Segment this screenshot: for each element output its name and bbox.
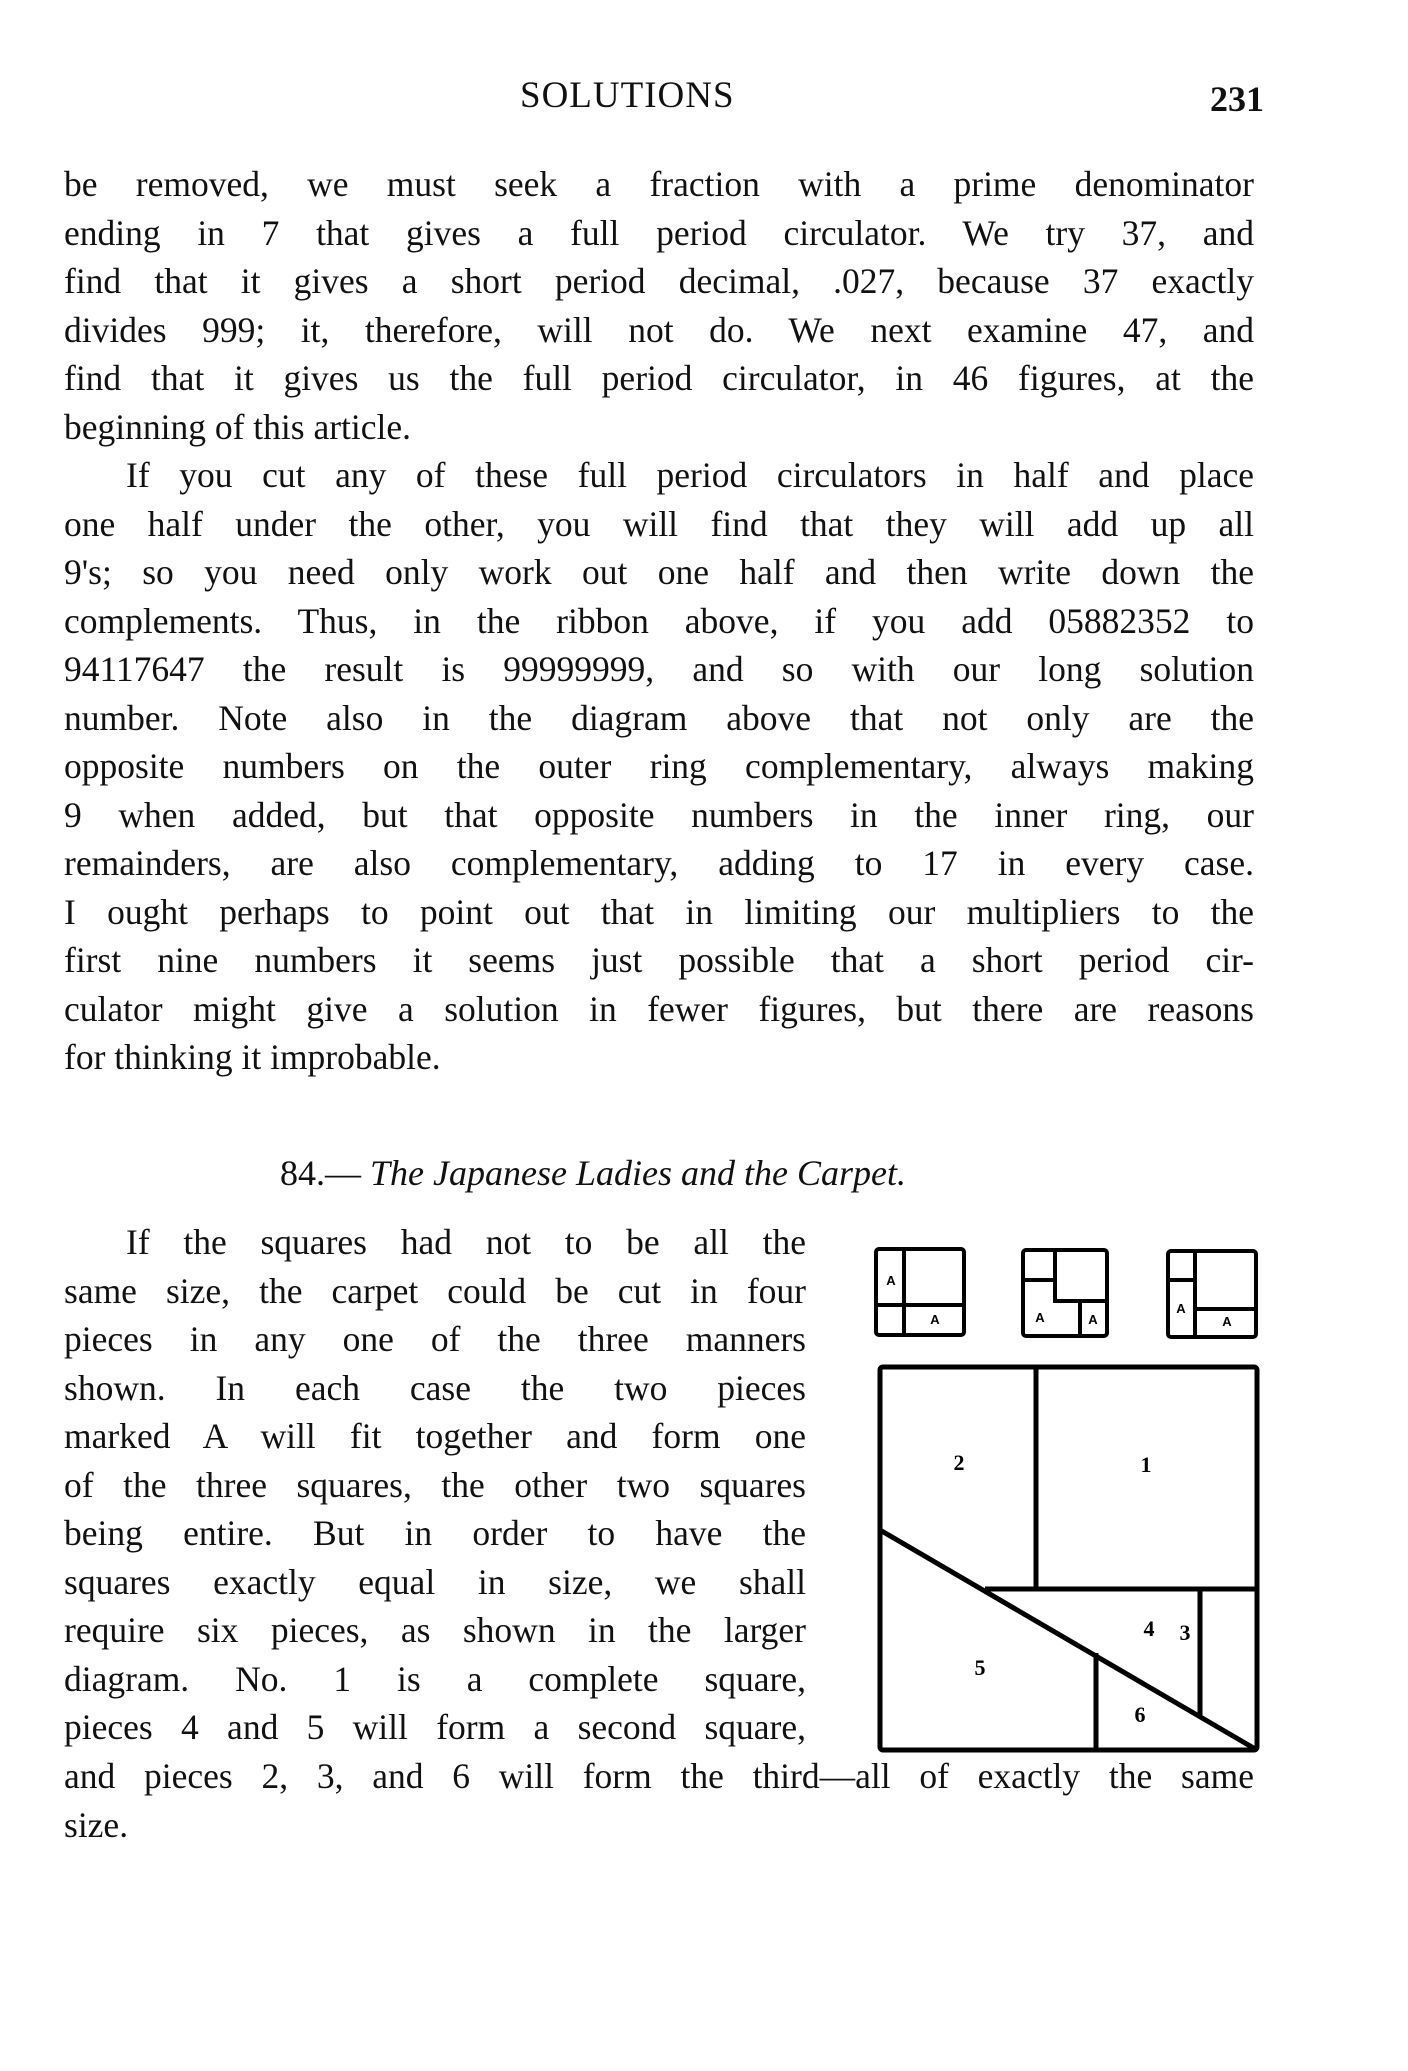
section-number: 84.— (280, 1153, 361, 1193)
svg-text:A: A (1035, 1310, 1045, 1325)
text-line: for thinking it improbable. (64, 1037, 441, 1077)
text-line: require six pieces, as shown in the larger (64, 1610, 806, 1650)
text-line: divides 999; it, therefore, will not do. We next examine 47, and (64, 309, 1254, 350)
text-line: 9 when added, but that opposite numbers in the inner ring, our (64, 794, 1254, 835)
svg-text:A: A (930, 1312, 940, 1327)
text-line: opposite numbers on the outer ring complementary, always making (64, 746, 1254, 786)
text-line: I ought perhaps to point out that in limiting our multipliers to the (64, 891, 1254, 932)
text-line: 9's; so you need only work out one half and then write down the (64, 552, 1254, 592)
text-line: If the squares had not to be all the (126, 1222, 806, 1262)
large-diagram (880, 1367, 1257, 1750)
text-line: size. (64, 1804, 129, 1845)
svg-text:3: 3 (1179, 1620, 1191, 1645)
text-line: find that it gives us the full period circulator, in 46 figures, at the (64, 358, 1254, 398)
text-line: 94117647 the result is 99999999, and so with our long solution (64, 649, 1254, 689)
svg-text:A: A (1222, 1314, 1232, 1329)
svg-text:2: 2 (953, 1450, 965, 1475)
text-line: number. Note also in the diagram above that not only are the (64, 697, 1254, 738)
svg-text:A: A (1088, 1312, 1098, 1327)
text-line: being entire. But in order to have the (64, 1513, 806, 1553)
section-title: The Japanese Ladies and the Carpet. (370, 1153, 906, 1193)
running-title: SOLUTIONS (520, 75, 735, 116)
svg-text:6: 6 (1134, 1702, 1146, 1727)
text-line: and pieces 2, 3, and 6 will form the third—all of exactly the same (64, 1756, 1254, 1796)
small-diagram-1 (876, 1249, 964, 1335)
svg-text:5: 5 (974, 1655, 986, 1680)
text-line: marked A will fit together and form one (64, 1416, 806, 1456)
text-line: complements. Thus, in the ribbon above, if you add 05882352 to (64, 600, 1254, 641)
text-line: squares exactly equal in size, we shall (64, 1561, 806, 1602)
svg-text:A: A (1176, 1301, 1186, 1316)
text-line: remainders, are also complementary, adding to 17 in every case. (64, 843, 1254, 883)
text-line: of the three squares, the other two squares (64, 1464, 806, 1505)
page-number: 231 (1210, 79, 1264, 119)
text-line: shown. In each case the two pieces (64, 1367, 806, 1408)
small-diagram-3 (1168, 1251, 1256, 1337)
text-line: pieces in any one of the three manners (64, 1319, 806, 1359)
svg-text:4: 4 (1143, 1616, 1155, 1641)
text-line: be removed, we must seek a fraction with a prime denominator (64, 164, 1254, 204)
text-line: one half under the other, you will find that they will add up all (64, 503, 1254, 544)
text-line: ending in 7 that gives a full period circulator. We try 37, and (64, 212, 1254, 253)
svg-text:1: 1 (1140, 1452, 1152, 1477)
text-line: diagram. No. 1 is a complete square, (64, 1658, 806, 1699)
text-line: same size, the carpet could be cut in four (64, 1270, 806, 1311)
text-line: pieces 4 and 5 will form a second square, (64, 1707, 806, 1747)
text-line: culator might give a solution in fewer figures, but there are reasons (64, 988, 1254, 1029)
text-line: If you cut any of these full period circulators in half and place (126, 455, 1254, 495)
svg-text:A: A (886, 1273, 896, 1288)
text-line: first nine numbers it seems just possible that a short period cir- (64, 940, 1254, 980)
text-line: find that it gives a short period decimal, .027, because 37 exactly (64, 261, 1254, 301)
text-line: beginning of this article. (64, 406, 412, 447)
